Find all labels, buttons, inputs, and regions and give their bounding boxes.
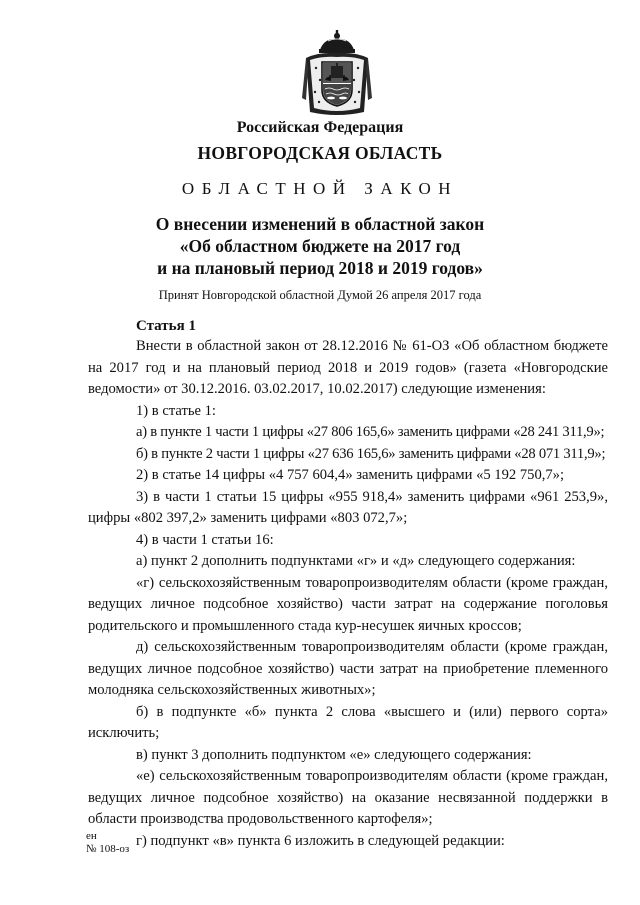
paragraph: 3) в части 1 статьи 15 цифры «955 918,4» заменить цифрами «961 253,9», цифры «802 397,2» заменить цифрами «803 072,7»; (88, 488, 608, 526)
paragraph: д) сельскохозяйственным товаропроизводителям области (кроме граждан, ведущих личное подсобное хозяйство) части затрат на приобретение племенного молодняка сельскохозяйственных животных»; (88, 639, 608, 698)
country-name: Российская Федерация (236, 119, 404, 136)
novgorod-coat-of-arms-icon (298, 28, 376, 120)
paragraph: б) в пункте 2 части 1 цифры «27 636 165,6» заменить цифрами «28 071 311,9»; (136, 445, 606, 462)
paragraph: Внести в областной закон от 28.12.2016 № 61-ОЗ «Об областном бюджете на 2017 год и на плановый период 2018 и 2019 годов» (газета «Новгородские ведомости» от 30.12.2016. 03.02.2017, 10.02.2017) следующие изменения: (88, 338, 608, 397)
paragraph: г) подпункт «в» пункта 6 изложить в следующей редакции: (136, 832, 505, 849)
paragraph: 2) в статье 14 цифры «4 757 604,4» заменить цифрами «5 192 750,7»; (136, 467, 565, 483)
paragraph: 1) в статье 1: (136, 402, 216, 419)
document-type: ОБЛАСТНОЙ ЗАКОН (181, 179, 459, 198)
article-body (88, 336, 608, 852)
law-title-line: О внесении изменений в областной закон (155, 214, 485, 234)
paragraph: в) пункт 3 дополнить подпунктом «е» следующего содержания: (136, 746, 532, 763)
region-name: НОВГОРОДСКАЯ ОБЛАСТЬ (197, 143, 443, 163)
footer-initials: ен (86, 830, 97, 842)
law-title-line: «Об областном бюджете на 2017 год (179, 236, 461, 256)
document-footer (86, 830, 129, 856)
adoption-note: Принят Новгородской областной Думой 26 апреля 2017 года (158, 288, 482, 302)
paragraph: 4) в части 1 статьи 16: (136, 531, 274, 548)
paragraph: «е) сельскохозяйственным товаропроизводителям области (кроме граждан, ведущих личное подсобное хозяйство) на оказание несвязанной поддержки в области производства продовольственного картофеля»; (88, 768, 608, 827)
article-heading: Статья 1 (136, 318, 196, 334)
paragraph: б) в подпункте «б» пункта 2 слова «высшего и (или) первого сорта» исключить; (88, 703, 608, 741)
law-number: № 108-оз (86, 843, 130, 855)
law-title (0, 213, 640, 279)
paragraph: а) пункт 2 дополнить подпунктами «г» и «д» следующего содержания: (136, 553, 576, 569)
law-title-line: и на плановый период 2018 и 2019 годов» (157, 258, 483, 278)
paragraph: а) в пункте 1 части 1 цифры «27 806 165,6» заменить цифрами «28 241 311,9»; (136, 424, 605, 440)
paragraph: «г) сельскохозяйственным товаропроизводителям области (кроме граждан, ведущих личное подсобное хозяйство) части затрат на содержание поголовья родительского и промышленного стада кур-несушек яичных кроссов; (88, 574, 608, 634)
